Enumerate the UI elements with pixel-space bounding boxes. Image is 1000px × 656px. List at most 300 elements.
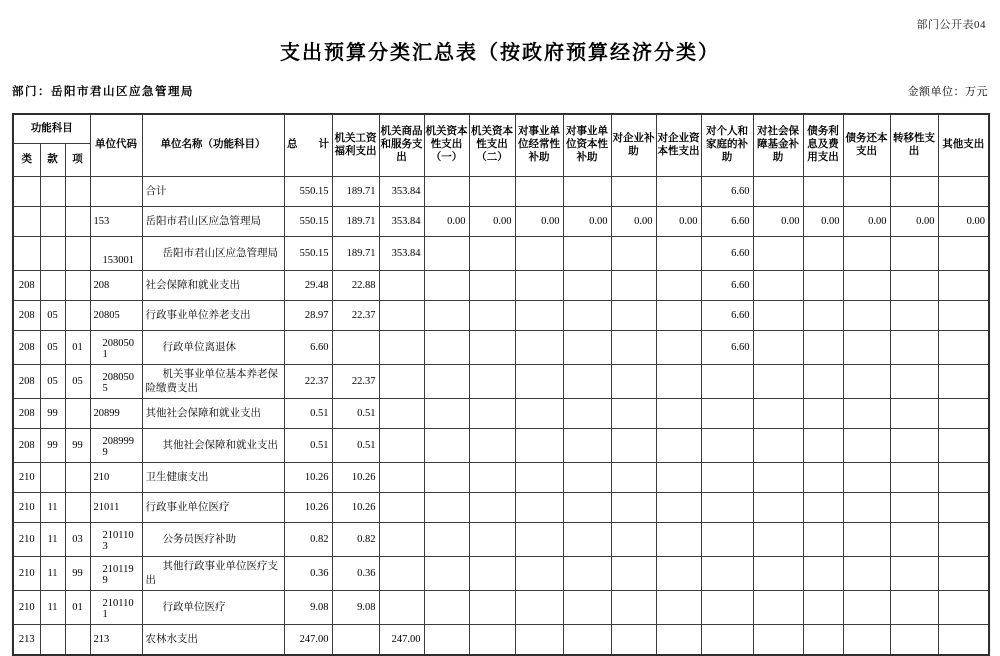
cell-value [515, 177, 563, 207]
cell-value: 6.60 [284, 331, 332, 365]
cell-value [753, 399, 803, 429]
cell-value [803, 523, 843, 557]
cell-value: 0.36 [284, 557, 332, 591]
cell-func-class: 210 [13, 493, 40, 523]
cell-func-section [40, 207, 65, 237]
cell-value [843, 237, 890, 271]
cell-value: 0.00 [803, 207, 843, 237]
cell-value [424, 177, 469, 207]
cell-value [701, 591, 753, 625]
cell-func-class: 213 [13, 625, 40, 656]
cell-value [938, 399, 989, 429]
cell-value [424, 557, 469, 591]
cell-value [656, 399, 701, 429]
cell-func-item: 99 [65, 557, 90, 591]
cell-value [843, 557, 890, 591]
cell-value [656, 331, 701, 365]
cell-value [379, 523, 424, 557]
cell-value: 0.00 [753, 207, 803, 237]
cell-value [701, 557, 753, 591]
cell-func-item [65, 271, 90, 301]
header-enterprise-capital: 对企业资本性支出 [656, 114, 701, 177]
header-enterprise-subsidy: 对企业补助 [611, 114, 656, 177]
cell-func-item [65, 625, 90, 656]
cell-unit-name: 社会保障和就业支出 [142, 271, 284, 301]
cell-unit-code: 2089999 [90, 429, 142, 463]
cell-value [938, 331, 989, 365]
cell-value [469, 429, 515, 463]
cell-value: 6.60 [701, 237, 753, 271]
cell-value [843, 399, 890, 429]
cell-value [753, 429, 803, 463]
cell-value [843, 493, 890, 523]
cell-unit-code: 2080501 [90, 331, 142, 365]
cell-value [469, 399, 515, 429]
cell-value [938, 625, 989, 656]
cell-value [890, 591, 938, 625]
cell-value: 9.08 [284, 591, 332, 625]
cell-value [938, 271, 989, 301]
cell-value [469, 557, 515, 591]
cell-value [803, 271, 843, 301]
cell-value [379, 591, 424, 625]
cell-value [424, 271, 469, 301]
header-debt-repayment: 债务还本支出 [843, 114, 890, 177]
cell-value [611, 177, 656, 207]
cell-value: 0.82 [284, 523, 332, 557]
cell-value [515, 557, 563, 591]
cell-value: 0.00 [563, 207, 611, 237]
cell-value: 0.51 [284, 429, 332, 463]
table-body [13, 177, 989, 656]
header-institution-recurrent: 对事业单位经常性补助 [515, 114, 563, 177]
cell-value [701, 365, 753, 399]
cell-func-section: 99 [40, 399, 65, 429]
header-other: 其他支出 [938, 114, 989, 177]
cell-value: 22.37 [284, 365, 332, 399]
cell-value: 550.15 [284, 207, 332, 237]
cell-value [469, 493, 515, 523]
cell-unit-code: 213 [90, 625, 142, 656]
cell-unit-code: 153001 [90, 237, 142, 271]
cell-value [611, 557, 656, 591]
cell-value [753, 463, 803, 493]
cell-value [843, 177, 890, 207]
cell-value [890, 365, 938, 399]
meta-line [12, 83, 988, 99]
cell-value [803, 429, 843, 463]
cell-value [656, 493, 701, 523]
cell-value: 0.51 [332, 429, 379, 463]
table-row [13, 365, 989, 399]
cell-value [938, 365, 989, 399]
cell-value [469, 523, 515, 557]
cell-value: 0.00 [469, 207, 515, 237]
cell-unit-name: 岳阳市君山区应急管理局 [142, 237, 284, 271]
cell-value [379, 463, 424, 493]
cell-unit-name: 岳阳市君山区应急管理局 [142, 207, 284, 237]
cell-value [469, 237, 515, 271]
cell-value [469, 591, 515, 625]
cell-func-item [65, 399, 90, 429]
cell-value [890, 237, 938, 271]
table-row [13, 523, 989, 557]
cell-value: 353.84 [379, 207, 424, 237]
cell-value [611, 493, 656, 523]
cell-value [424, 493, 469, 523]
cell-value [701, 625, 753, 656]
cell-value [890, 625, 938, 656]
cell-unit-code: 21011 [90, 493, 142, 523]
cell-func-class: 210 [13, 523, 40, 557]
cell-value: 10.26 [332, 463, 379, 493]
cell-value [938, 237, 989, 271]
cell-func-class: 210 [13, 591, 40, 625]
cell-func-section [40, 625, 65, 656]
cell-func-class [13, 237, 40, 271]
cell-value: 550.15 [284, 237, 332, 271]
cell-value [656, 591, 701, 625]
table-row [13, 463, 989, 493]
cell-value [379, 271, 424, 301]
header-debt-interest: 债务利息及费用支出 [803, 114, 843, 177]
cell-value [843, 591, 890, 625]
cell-unit-code: 208 [90, 271, 142, 301]
cell-value [611, 429, 656, 463]
cell-value [611, 463, 656, 493]
cell-value [753, 591, 803, 625]
cell-value [379, 301, 424, 331]
cell-value [753, 557, 803, 591]
cell-func-section [40, 237, 65, 271]
cell-unit-name: 卫生健康支出 [142, 463, 284, 493]
cell-value [890, 429, 938, 463]
cell-unit-name: 其他行政事业单位医疗支出 [142, 557, 284, 591]
cell-value [563, 493, 611, 523]
cell-value [890, 177, 938, 207]
cell-value [753, 625, 803, 656]
header-total: 总 计 [284, 114, 332, 177]
cell-func-section [40, 177, 65, 207]
cell-unit-name: 公务员医疗补助 [142, 523, 284, 557]
header-capital-1: 机关资本性支出（一） [424, 114, 469, 177]
cell-value: 0.00 [656, 207, 701, 237]
cell-unit-name: 其他社会保障和就业支出 [142, 399, 284, 429]
cell-value: 189.71 [332, 207, 379, 237]
cell-value [938, 177, 989, 207]
table-row [13, 237, 989, 271]
cell-func-item: 05 [65, 365, 90, 399]
doc-label: 部门公开表04 [916, 19, 986, 31]
cell-value: 550.15 [284, 177, 332, 207]
cell-value [843, 271, 890, 301]
cell-value [469, 463, 515, 493]
cell-value [424, 301, 469, 331]
cell-func-section: 99 [40, 429, 65, 463]
cell-value [515, 591, 563, 625]
cell-unit-name: 行政事业单位医疗 [142, 493, 284, 523]
cell-value: 0.51 [284, 399, 332, 429]
cell-value: 189.71 [332, 237, 379, 271]
cell-value [379, 365, 424, 399]
cell-value: 353.84 [379, 237, 424, 271]
cell-unit-name: 机关事业单位基本养老保险缴费支出 [142, 365, 284, 399]
cell-unit-name: 行政单位医疗 [142, 591, 284, 625]
cell-unit-code: 20805 [90, 301, 142, 331]
cell-value [803, 493, 843, 523]
cell-value: 22.37 [332, 301, 379, 331]
cell-value [515, 399, 563, 429]
cell-func-item: 03 [65, 523, 90, 557]
cell-value [469, 271, 515, 301]
header-func-section: 款 [40, 144, 65, 177]
table-row [13, 207, 989, 237]
cell-func-section [40, 271, 65, 301]
cell-value: 6.60 [701, 301, 753, 331]
table-row [13, 301, 989, 331]
cell-value [843, 429, 890, 463]
cell-value: 247.00 [284, 625, 332, 656]
cell-value: 10.26 [284, 493, 332, 523]
cell-value [611, 331, 656, 365]
table-row [13, 493, 989, 523]
cell-func-class [13, 207, 40, 237]
cell-value: 6.60 [701, 331, 753, 365]
cell-value [332, 331, 379, 365]
cell-value [424, 429, 469, 463]
cell-value [843, 331, 890, 365]
cell-value: 0.00 [938, 207, 989, 237]
cell-value [563, 463, 611, 493]
department-label: 部门：岳阳市君山区应急管理局 [12, 86, 194, 98]
cell-value [563, 331, 611, 365]
cell-value [656, 271, 701, 301]
header-capital-2: 机关资本性支出（二） [469, 114, 515, 177]
cell-value [890, 463, 938, 493]
cell-value [379, 429, 424, 463]
table-header [13, 114, 989, 177]
cell-func-class: 208 [13, 429, 40, 463]
cell-value [611, 399, 656, 429]
cell-value [701, 493, 753, 523]
cell-value [611, 625, 656, 656]
cell-func-class: 210 [13, 463, 40, 493]
cell-value [515, 625, 563, 656]
cell-value [563, 399, 611, 429]
cell-unit-code: 153 [90, 207, 142, 237]
cell-value [938, 591, 989, 625]
cell-func-item [65, 237, 90, 271]
cell-value [563, 557, 611, 591]
table-row [13, 271, 989, 301]
cell-unit-name: 农林水支出 [142, 625, 284, 656]
cell-value [611, 271, 656, 301]
cell-value [611, 591, 656, 625]
cell-value [656, 463, 701, 493]
cell-value [656, 625, 701, 656]
cell-value: 0.00 [890, 207, 938, 237]
cell-value [563, 365, 611, 399]
cell-value: 10.26 [284, 463, 332, 493]
cell-value: 0.36 [332, 557, 379, 591]
cell-value [803, 301, 843, 331]
cell-unit-code [90, 177, 142, 207]
cell-value [515, 463, 563, 493]
cell-value [803, 331, 843, 365]
header-institution-capital: 对事业单位资本性补助 [563, 114, 611, 177]
cell-value [753, 237, 803, 271]
cell-value [890, 331, 938, 365]
cell-value [803, 463, 843, 493]
cell-value [753, 365, 803, 399]
cell-value [379, 557, 424, 591]
cell-value [379, 331, 424, 365]
cell-value [803, 625, 843, 656]
cell-value: 9.08 [332, 591, 379, 625]
cell-value [890, 493, 938, 523]
header-individual-family: 对个人和家庭的补助 [701, 114, 753, 177]
cell-value [469, 365, 515, 399]
header-func-class: 类 [13, 144, 40, 177]
cell-value [656, 523, 701, 557]
cell-value [656, 237, 701, 271]
cell-value: 247.00 [379, 625, 424, 656]
cell-value [379, 399, 424, 429]
cell-unit-name: 其他社会保障和就业支出 [142, 429, 284, 463]
cell-func-class: 208 [13, 365, 40, 399]
table-row [13, 177, 989, 207]
cell-value [515, 365, 563, 399]
cell-value: 0.51 [332, 399, 379, 429]
cell-value [563, 429, 611, 463]
header-goods-services: 机关商品和服务支出 [379, 114, 424, 177]
cell-value: 22.37 [332, 365, 379, 399]
cell-value [843, 625, 890, 656]
cell-value [843, 463, 890, 493]
cell-value [469, 625, 515, 656]
amount-unit-label: 金额单位：万元 [907, 86, 988, 98]
page-title: 支出预算分类汇总表（按政府预算经济分类） [280, 42, 720, 64]
cell-unit-code: 20899 [90, 399, 142, 429]
cell-value [611, 301, 656, 331]
cell-value [469, 331, 515, 365]
table-row [13, 429, 989, 463]
cell-func-section: 05 [40, 301, 65, 331]
cell-value [424, 523, 469, 557]
cell-func-class: 208 [13, 271, 40, 301]
cell-value [424, 237, 469, 271]
cell-value: 29.48 [284, 271, 332, 301]
cell-value [424, 463, 469, 493]
cell-func-item [65, 177, 90, 207]
cell-unit-code: 2101199 [90, 557, 142, 591]
cell-value [938, 463, 989, 493]
cell-value [469, 301, 515, 331]
header-func-group: 功能科目 [13, 114, 90, 144]
table-row [13, 591, 989, 625]
budget-table [12, 113, 990, 656]
cell-value [938, 429, 989, 463]
cell-value [515, 429, 563, 463]
cell-value [938, 493, 989, 523]
cell-value [656, 365, 701, 399]
cell-value [656, 177, 701, 207]
cell-func-item [65, 463, 90, 493]
cell-value: 10.26 [332, 493, 379, 523]
cell-value [890, 523, 938, 557]
cell-value [515, 493, 563, 523]
cell-value [563, 237, 611, 271]
cell-unit-name: 行政单位离退休 [142, 331, 284, 365]
cell-value [753, 493, 803, 523]
cell-unit-name: 合计 [142, 177, 284, 207]
cell-value: 0.82 [332, 523, 379, 557]
cell-func-section: 11 [40, 557, 65, 591]
cell-value [424, 591, 469, 625]
cell-value [803, 591, 843, 625]
cell-func-item: 99 [65, 429, 90, 463]
cell-value: 6.60 [701, 177, 753, 207]
cell-value [469, 177, 515, 207]
table-row [13, 625, 989, 656]
cell-func-section [40, 463, 65, 493]
cell-value: 0.00 [424, 207, 469, 237]
cell-func-item [65, 301, 90, 331]
header-social-security-fund: 对社会保障基金补助 [753, 114, 803, 177]
cell-value [803, 557, 843, 591]
cell-value [701, 463, 753, 493]
cell-value [843, 365, 890, 399]
cell-value [563, 591, 611, 625]
header-transfer: 转移性支出 [890, 114, 938, 177]
cell-func-item [65, 493, 90, 523]
cell-value: 189.71 [332, 177, 379, 207]
cell-value [890, 557, 938, 591]
cell-func-item [65, 207, 90, 237]
cell-value: 22.88 [332, 271, 379, 301]
cell-value [753, 177, 803, 207]
header-unit-name: 单位名称（功能科目） [142, 114, 284, 177]
cell-value [843, 301, 890, 331]
cell-unit-code: 2080505 [90, 365, 142, 399]
cell-value: 0.00 [611, 207, 656, 237]
cell-value [515, 301, 563, 331]
cell-func-class: 210 [13, 557, 40, 591]
cell-value [611, 365, 656, 399]
cell-func-item: 01 [65, 331, 90, 365]
cell-value: 0.00 [843, 207, 890, 237]
cell-value: 28.97 [284, 301, 332, 331]
cell-unit-code: 2101103 [90, 523, 142, 557]
cell-value [656, 301, 701, 331]
cell-value [843, 523, 890, 557]
cell-unit-code: 210 [90, 463, 142, 493]
cell-value [938, 301, 989, 331]
table-row [13, 399, 989, 429]
cell-value [803, 177, 843, 207]
cell-func-class: 208 [13, 301, 40, 331]
cell-value: 0.00 [515, 207, 563, 237]
cell-value: 6.60 [701, 207, 753, 237]
cell-value [803, 399, 843, 429]
cell-value [611, 237, 656, 271]
cell-value: 353.84 [379, 177, 424, 207]
cell-func-section: 11 [40, 493, 65, 523]
cell-value [701, 523, 753, 557]
header-func-item: 项 [65, 144, 90, 177]
cell-value [563, 301, 611, 331]
cell-value [890, 271, 938, 301]
